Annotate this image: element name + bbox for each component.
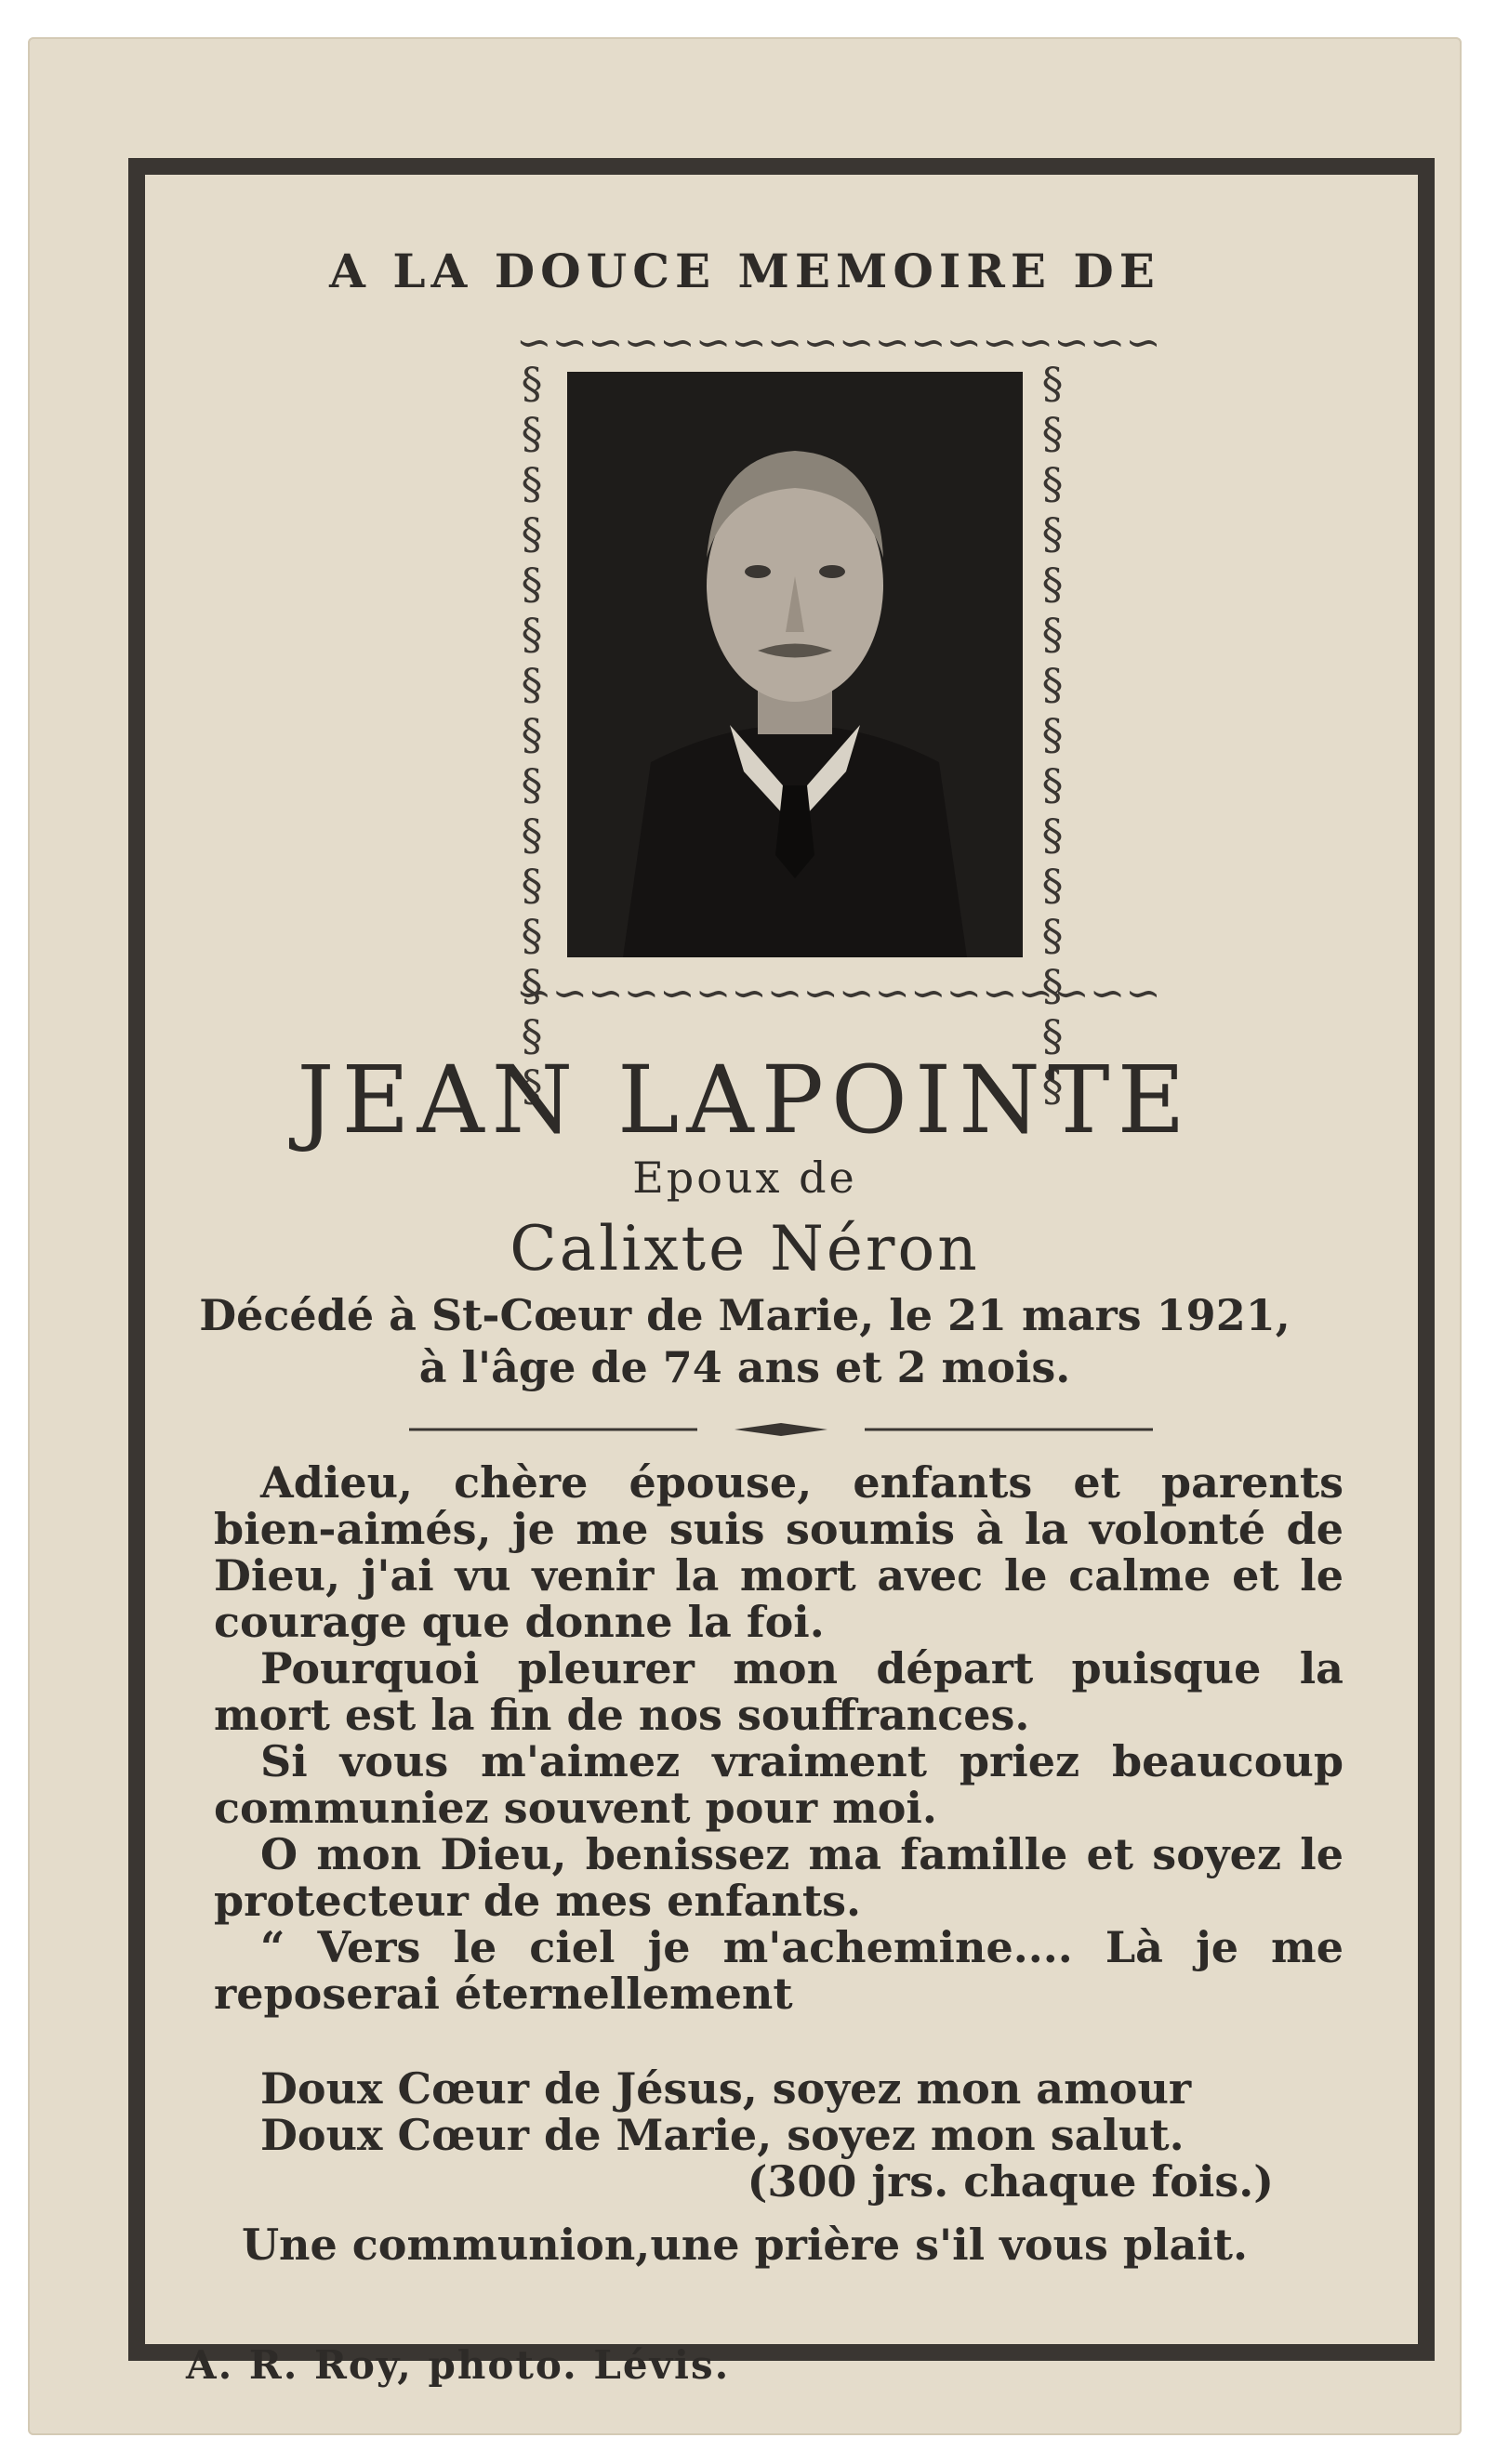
- paragraph: “ Vers le ciel je m'achemine.... Là je me reposerai éternellement: [214, 1922, 1344, 2019]
- indulgence-note: (300 jrs. chaque fois.): [747, 2156, 1274, 2207]
- memorial-card: [28, 37, 1462, 2435]
- header-title: A LA DOUCE MEMOIRE DE: [329, 244, 1160, 298]
- prayer-block: [260, 2065, 1330, 2205]
- death-info-line2: à l'âge de 74 ans et 2 mois.: [418, 1342, 1071, 1392]
- portrait-illustration: [567, 372, 1023, 957]
- communion-request: Une communion,une prière s'il vous plait.: [241, 2220, 1249, 2270]
- prayer-line: Doux Cœur de Jésus, soyez mon amour: [260, 2063, 1192, 2114]
- death-info-line1: Décédé à St-Cœur de Marie, le 21 mars 1921,: [199, 1290, 1291, 1340]
- paragraph: Pourquoi pleurer mon départ puisque la mort est la fin de nos souffrances.: [214, 1643, 1344, 1740]
- ornament-border-left: §§§§§§§§§§§§§§§: [507, 358, 557, 1111]
- portrait-frame: [507, 317, 1161, 1111]
- prayer-line: Doux Cœur de Marie, soyez mon salut.: [260, 2110, 1185, 2160]
- ornament-border-bottom: ∽∽∽∽∽∽∽∽∽∽∽∽∽∽∽∽∽∽: [516, 968, 1161, 1018]
- spouse-label: Epoux de: [632, 1153, 857, 1203]
- ornament-border-right: §§§§§§§§§§§§§§§: [1027, 358, 1078, 1111]
- photographer-credit: A. R. Roy, photo. Lévis.: [186, 2342, 731, 2388]
- paragraph: Adieu, chère épouse, enfants et parents bien-aimés, je me suis soumis à la volonté de Dieu, j'ai vu venir la mort avec le calme et le courage que donne la foi.: [214, 1457, 1344, 1647]
- paragraph: Si vous m'aimez vraiment priez beaucoup communiez souvent pour moi.: [214, 1736, 1344, 1833]
- decorative-separator: [409, 1420, 1153, 1439]
- deceased-name: JEAN LAPOINTE: [297, 1046, 1193, 1154]
- farewell-text: [214, 1459, 1344, 2017]
- portrait-photo: [567, 372, 1023, 957]
- spouse-name: Calixte Néron: [510, 1213, 980, 1285]
- ornament-border-top: ∽∽∽∽∽∽∽∽∽∽∽∽∽∽∽∽∽∽: [516, 317, 1161, 367]
- paragraph: O mon Dieu, benissez ma famille et soyez le protecteur de mes enfants.: [214, 1829, 1344, 1926]
